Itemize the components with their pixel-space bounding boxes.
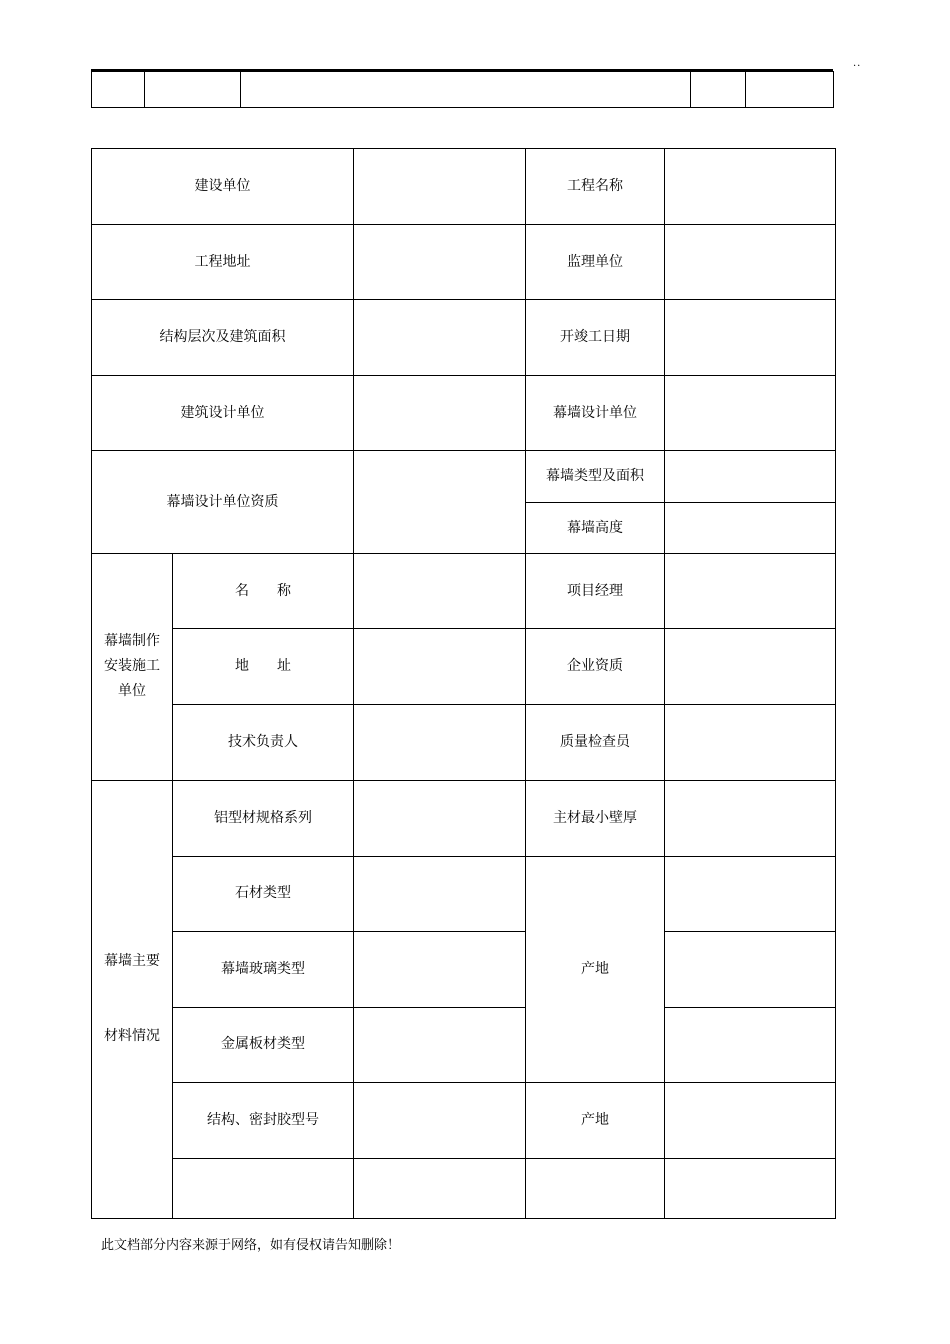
label-project-name: 工程名称: [526, 149, 665, 225]
label-technical-lead: 技术负责人: [173, 705, 354, 780]
label-stone-type: 石材类型: [173, 856, 354, 931]
blank-value-2[interactable]: [665, 1158, 836, 1218]
value-building-unit[interactable]: [354, 149, 526, 225]
value-glass-type[interactable]: [354, 931, 526, 1007]
value-supervision-unit[interactable]: [665, 225, 836, 300]
label-metal-panel-type: 金属板材类型: [173, 1007, 354, 1082]
value-structure-area[interactable]: [354, 300, 526, 376]
value-technical-lead[interactable]: [354, 705, 526, 780]
label-curtain-height: 幕墙高度: [526, 503, 665, 554]
value-project-name[interactable]: [665, 149, 836, 225]
label-arch-design-unit: 建筑设计单位: [92, 376, 354, 451]
label-project-address: 工程地址: [92, 225, 354, 300]
label-curtain-design-unit: 幕墙设计单位: [526, 376, 665, 451]
installer-group-line-2: 安装施工: [104, 658, 160, 675]
value-project-address[interactable]: [354, 225, 526, 300]
materials-group-gap: [92, 974, 172, 1024]
value-stone-type[interactable]: [354, 856, 526, 931]
value-metal-origin[interactable]: [665, 1007, 836, 1082]
header-cell-2[interactable]: [145, 72, 241, 108]
value-glass-origin[interactable]: [665, 931, 836, 1007]
label-quality-inspector: 质量检查员: [526, 705, 665, 780]
label-building-unit: 建设单位: [92, 149, 354, 225]
header-cell-4[interactable]: [691, 72, 746, 108]
value-project-manager[interactable]: [665, 554, 836, 629]
installer-group-line-1: 幕墙制作: [104, 633, 160, 650]
value-quality-inspector[interactable]: [665, 705, 836, 780]
label-glass-type: 幕墙玻璃类型: [173, 931, 354, 1007]
value-curtain-design-unit[interactable]: [665, 376, 836, 451]
label-materials-group: [92, 780, 173, 1218]
label-installer-address: 地 址: [173, 629, 354, 705]
value-min-wall-thickness[interactable]: [665, 780, 836, 856]
value-stone-origin[interactable]: [665, 856, 836, 931]
value-curtain-design-qualification[interactable]: [354, 451, 526, 554]
value-curtain-height[interactable]: [665, 503, 836, 554]
label-structure-area: 结构层次及建筑面积: [92, 300, 354, 376]
installer-group-line-3: 单位: [118, 683, 146, 700]
blank-value[interactable]: [354, 1158, 526, 1218]
corner-mark: ..: [853, 58, 862, 69]
header-cell-5[interactable]: [746, 72, 834, 108]
label-supervision-unit: 监理单位: [526, 225, 665, 300]
value-sealant-origin[interactable]: [665, 1082, 836, 1158]
value-metal-panel-type[interactable]: [354, 1007, 526, 1082]
curtain-wall-form-table: [91, 148, 836, 1219]
label-sealant-model: 结构、密封胶型号: [173, 1082, 354, 1158]
value-aluminum-series[interactable]: [354, 780, 526, 856]
value-curtain-type-area[interactable]: [665, 451, 836, 503]
label-origin-sealant: 产地: [526, 1082, 665, 1158]
value-sealant-model[interactable]: [354, 1082, 526, 1158]
value-enterprise-qualification[interactable]: [665, 629, 836, 705]
footer-disclaimer: 此文档部分内容来源于网络，如有侵权请告知删除！: [101, 1238, 401, 1253]
label-enterprise-qualification: 企业资质: [526, 629, 665, 705]
blank-label[interactable]: [173, 1158, 354, 1218]
label-curtain-design-qualification: 幕墙设计单位资质: [92, 451, 354, 554]
value-installer-name[interactable]: [354, 554, 526, 629]
label-min-wall-thickness: 主材最小壁厚: [526, 780, 665, 856]
label-aluminum-series: 铝型材规格系列: [173, 780, 354, 856]
value-arch-design-unit[interactable]: [354, 376, 526, 451]
label-curtain-type-area: 幕墙类型及面积: [526, 451, 665, 503]
value-start-end-date[interactable]: [665, 300, 836, 376]
value-installer-address[interactable]: [354, 629, 526, 705]
label-installer-group: [92, 554, 173, 780]
label-start-end-date: 开竣工日期: [526, 300, 665, 376]
materials-group-line-1: 幕墙主要: [104, 953, 160, 970]
header-table: [91, 71, 834, 108]
label-installer-name: 名 称: [173, 554, 354, 629]
header-cell-3[interactable]: [241, 72, 691, 108]
header-cell-1[interactable]: [92, 72, 145, 108]
blank-label-2[interactable]: [526, 1158, 665, 1218]
materials-group-line-2: 材料情况: [104, 1028, 160, 1045]
label-origin: 产地: [526, 856, 665, 1082]
label-project-manager: 项目经理: [526, 554, 665, 629]
